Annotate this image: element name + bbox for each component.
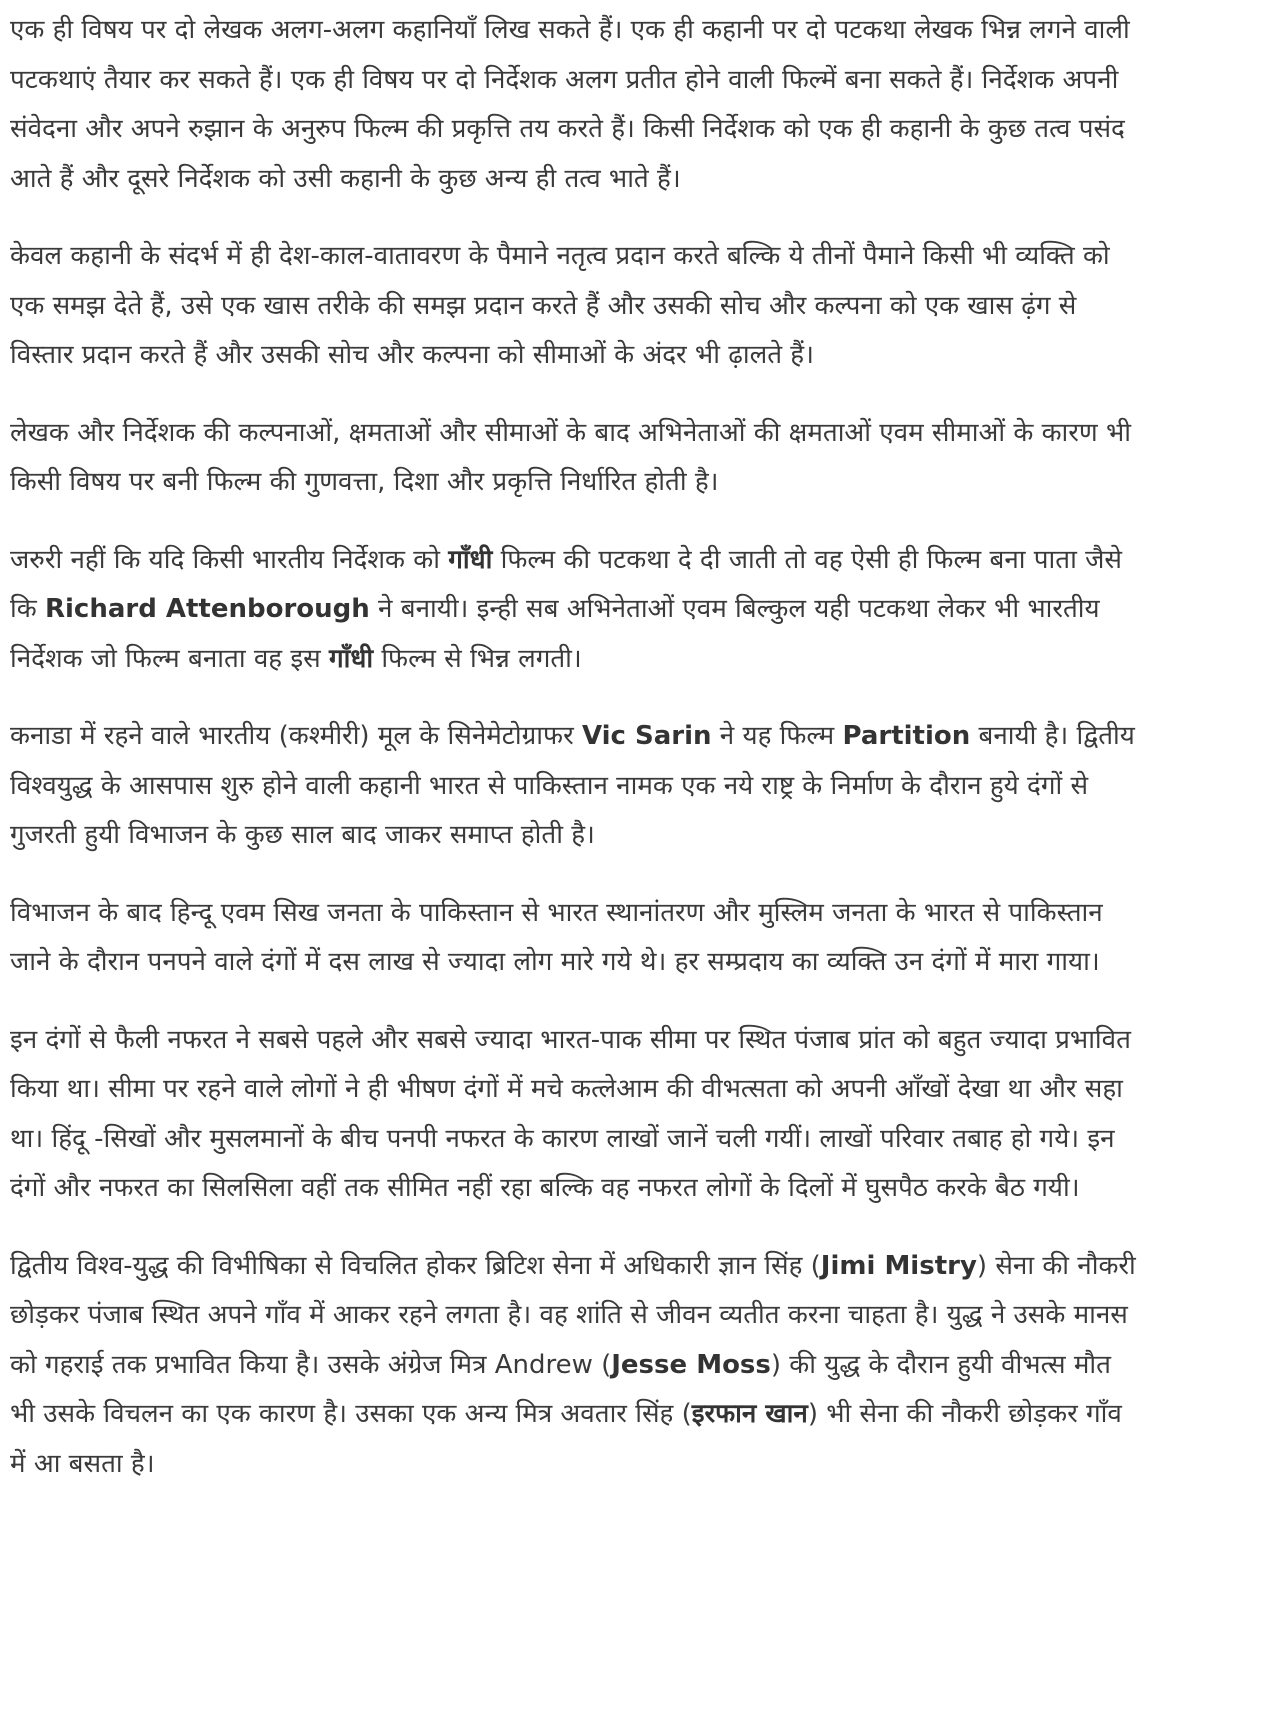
- film-title-gandhi: गाँधी: [328, 643, 374, 674]
- paragraph-partition: कनाडा में रहने वाले भारतीय (कश्मीरी) मूल के सिनेमेटोग्राफर Vic Sarin ने यह फिल्म Partition बनायी है। द्वितीय विश्वयुद्ध के आसपास शुरु होने वाली कहानी भारत से पाकिस्तान नामक एक नये राष्ट्र के निर्माण के दौरान हुये दंगों से गुजरती हुयी विभाजन के कुछ साल बाद जाकर समाप्त होती है।: [10, 721, 1135, 850]
- actor-name: Jimi Mistry: [820, 1250, 977, 1281]
- paragraph-punjab: इन दंगों से फैली नफरत ने सबसे पहले और सबसे ज्यादा भारत-पाक सीमा पर स्थित पंजाब प्रांत को बहुत ज्यादा प्रभावित किया था। सीमा पर रहने वाले लोगों ने ही भीषण दंगों में मचे कत्लेआम की वीभत्सता को अपनी आँखों देखा था और सहा था। हिंदू -सिखों और मुसलमानों के बीच पनपी नफरत के कारण लाखों जानें चली गयीं। लाखों परिवार तबाह हो गये। इन दंगों और नफरत का सिलसिला वहीं तक सीमित नहीं रहा बल्कि वह नफरत लोगों के दिलों में घुसपैठ करके बैठ गयी।: [10, 1024, 1131, 1203]
- paragraph-context: केवल कहानी के संदर्भ में ही देश-काल-वातावरण के पैमाने नतृत्व प्रदान करते बल्कि ये तीनों पैमाने किसी भी व्यक्ति को एक समझ देते हैं, उसे एक खास तरीके की समझ प्रदान करते हैं और उसकी सोच और कल्पना को एक खास ढ़ंग से विस्तार प्रदान करते हैं और उसकी सोच और कल्पना को सीमाओं के अंदर भी ढ़ालते हैं।: [10, 241, 1110, 370]
- paragraph-gandhi: जरुरी नहीं कि यदि किसी भारतीय निर्देशक को गाँधी फिल्म की पटकथा दे दी जाती तो वह ऐसी ही फिल्म बना पाता जैसे कि Richard Attenborough ने बनायी। इन्ही सब अभिनेताओं एवम बिल्कुल यही पटकथा लेकर भी भारतीय निर्देशक जो फिल्म बनाता वह इस गाँधी फिल्म से भिन्न लगती।: [10, 544, 1122, 674]
- actor-name: इरफान खान: [691, 1399, 808, 1429]
- director-name: Vic Sarin: [581, 721, 712, 751]
- director-name: Richard Attenborough: [44, 594, 370, 624]
- paragraph-intro: एक ही विषय पर दो लेखक अलग-अलग कहानियाँ लिख सकते हैं। एक ही कहानी पर दो पटकथा लेखक भिन्न लगने वाली पटकथाएं तैयार कर सकते हैं। एक ही विषय पर दो निर्देशक अलग प्रतीत होने वाली फिल्में बना सकते हैं। निर्देशक अपनी संवेदना और अपने रुझान के अनुरुप फिल्म की प्रकृत्ति तय करते हैं। किसी निर्देशक को एक ही कहानी के कुछ तत्व पसंद आते हैं और दूसरे निर्देशक को उसी कहानी के कुछ अन्य ही तत्व भाते हैं।: [10, 15, 1130, 194]
- actor-name: Jesse Moss: [611, 1349, 771, 1380]
- paragraph-plot: द्वितीय विश्व-युद्ध की विभीषिका से विचलित होकर ब्रिटिश सेना में अधिकारी ज्ञान सिंह (Jimi Mistry) सेना की नौकरी छोड़कर पंजाब स्थित अपने गाँव में आकर रहने लगता है। वह शांति से जीवन व्यतीत करना चाहता है। युद्ध ने उसके मानस को गहराई तक प्रभावित किया है। उसके अंग्रेज मित्र Andrew (Jesse Moss) की युद्ध के दौरान हुयी वीभत्स मौत भी उसके विचलन का एक कारण है। उसका एक अन्य मित्र अवतार सिंह (इरफान खान) भी सेना की नौकरी छोड़कर गाँव में आ बसता है।: [10, 1250, 1136, 1479]
- article-body: [10, 6, 1140, 1517]
- paragraph-riots: विभाजन के बाद हिन्दू एवम सिख जनता के पाकिस्तान से भारत स्थानांतरण और मुस्लिम जनता के भारत से पाकिस्तान जाने के दौरान पनपने वाले दंगों में दस लाख से ज्यादा लोग मारे गये थे। हर सम्प्रदाय का व्यक्ति उन दंगों में मारा गाया।: [10, 897, 1103, 977]
- paragraph-actors: लेखक और निर्देशक की कल्पनाओं, क्षमताओं और सीमाओं के बाद अभिनेताओं की क्षमताओं एवम सीमाओं के कारण भी किसी विषय पर बनी फिल्म की गुणवत्ता, दिशा और प्रकृत्ति निर्धारित होती है।: [10, 417, 1131, 497]
- film-title-partition: Partition: [842, 721, 971, 751]
- film-title-gandhi: गाँधी: [448, 544, 493, 575]
